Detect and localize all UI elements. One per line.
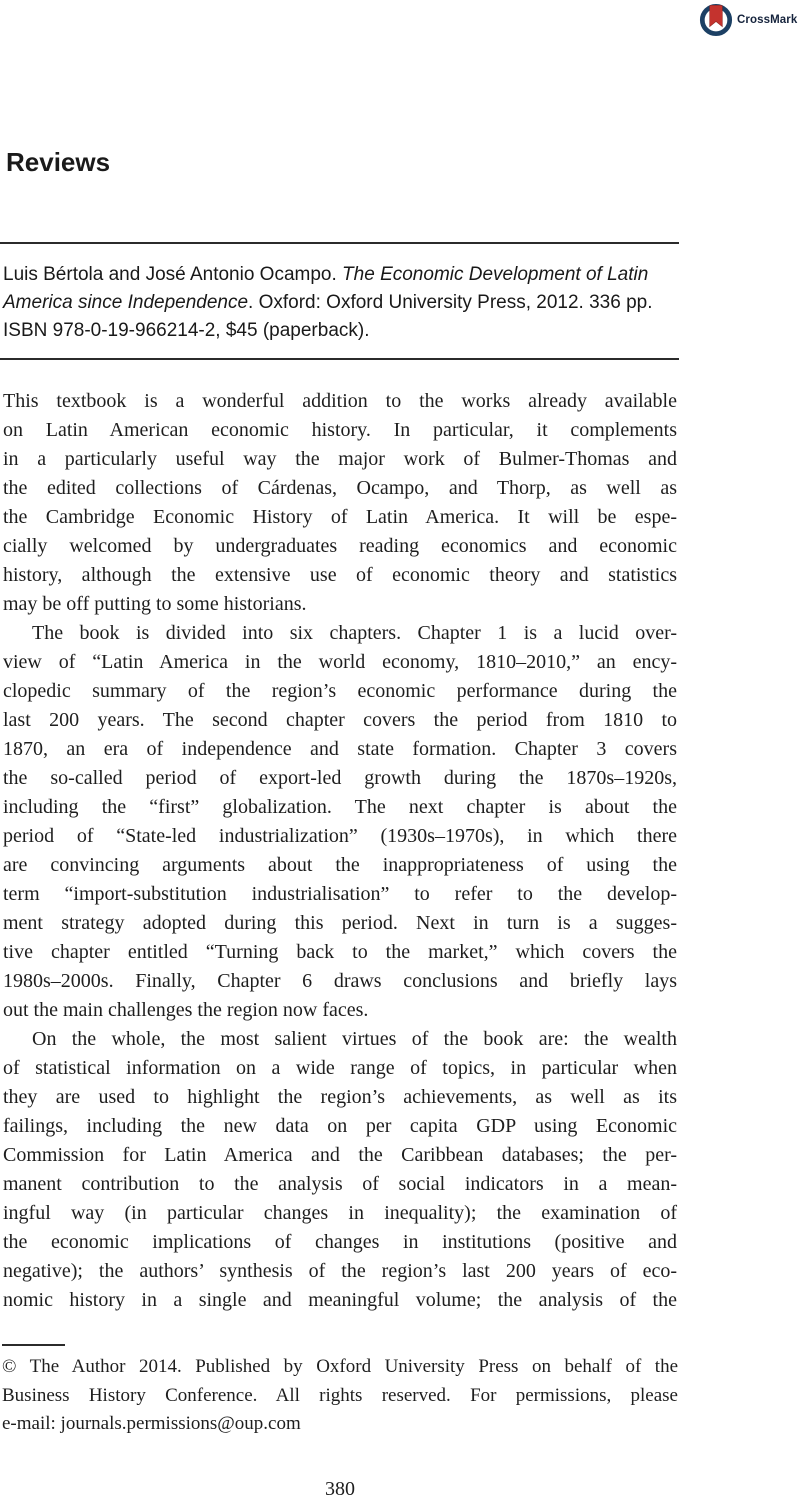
citation-block <box>0 242 679 360</box>
text-line: negative); the authors’ synthesis of the region’s last 200 years of eco- <box>3 1260 677 1282</box>
text-line: term “import-substitution industrialisation” to refer to the develop- <box>3 883 677 905</box>
text-line: This textbook is a wonderful addition to the works already available <box>3 390 677 412</box>
text-line: On the whole, the most salient virtues of the book are: the wealth <box>32 1028 677 1050</box>
crossmark-label: CrossMark <box>737 14 798 26</box>
text-line: including the “first” globalization. The next chapter is about the <box>3 796 677 818</box>
citation-title-italic: The Economic Development of Latin <box>342 264 649 285</box>
copyright-line: © The Author 2014. Published by Oxford University Press on behalf of the <box>2 1356 678 1377</box>
text-line: last 200 years. The second chapter covers the period from 1810 to <box>3 709 677 731</box>
text-line: clopedic summary of the region’s economic performance during the <box>3 680 677 702</box>
paragraph <box>3 387 677 619</box>
text-line: period of “State-led industrialization” (1930s–1970s), in which there <box>3 825 677 847</box>
citation-line <box>3 317 679 345</box>
paragraph <box>3 619 677 1025</box>
paragraph <box>3 1025 677 1315</box>
text-line: ment strategy adopted during this period. Next in turn is a sugges- <box>3 912 677 934</box>
copyright-footnote <box>2 1344 678 1439</box>
text-line: view of “Latin America in the world economy, 1810–2010,” an ency- <box>3 651 677 673</box>
citation-line <box>3 261 679 289</box>
text-line: in a particularly useful way the major work of Bulmer-Thomas and <box>3 448 677 470</box>
citation-bottom-rule <box>0 358 679 360</box>
text-line: Commission for Latin America and the Caribbean databases; the per- <box>3 1144 677 1166</box>
citation-text-segment: ISBN 978-0-19-966214-2, $45 (paperback). <box>3 320 370 341</box>
copyright-line: e-mail: journals.permissions@oup.com <box>2 1413 301 1434</box>
citation-line <box>3 289 679 317</box>
text-line: ingful way (in particular changes in inequality); the examination of <box>3 1202 677 1224</box>
citation-title-italic: America since Independence <box>3 292 249 313</box>
text-line: 1870, an era of independence and state formation. Chapter 3 covers <box>3 738 677 760</box>
text-line: they are used to highlight the region’s achievements, as well as its <box>3 1086 677 1108</box>
text-line: nomic history in a single and meaningful volume; the analysis of the <box>3 1289 677 1311</box>
copyright-text <box>2 1353 678 1439</box>
text-line: tive chapter entitled “Turning back to the market,” which covers the <box>3 941 677 963</box>
text-line: history, although the extensive use of economic theory and statistics <box>3 564 677 586</box>
text-line: the economic implications of changes in institutions (positive and <box>3 1231 677 1253</box>
page-number: 380 <box>325 1478 355 1500</box>
book-citation <box>0 244 679 358</box>
review-body <box>3 387 677 1315</box>
citation-text-segment: . Oxford: Oxford University Press, 2012. 336 pp. <box>248 292 653 313</box>
citation-text-segment: Luis Bértola and José Antonio Ocampo. <box>3 264 343 285</box>
text-line: failings, including the new data on per capita GDP using Economic <box>3 1115 677 1137</box>
text-line: the so-called period of export-led growth during the 1870s–1920s, <box>3 767 677 789</box>
text-line: are convincing arguments about the inappropriateness of using the <box>3 854 677 876</box>
text-line: The book is divided into six chapters. Chapter 1 is a lucid over- <box>32 622 677 644</box>
text-line: 1980s–2000s. Finally, Chapter 6 draws conclusions and briefly lays <box>3 970 677 992</box>
text-line: the Cambridge Economic History of Latin America. It will be espe- <box>3 506 677 528</box>
text-line: cially welcomed by undergraduates reading economics and economic <box>3 535 677 557</box>
text-line: the edited collections of Cárdenas, Ocampo, and Thorp, as well as <box>3 477 677 499</box>
footnote-rule <box>2 1344 65 1346</box>
text-line: may be off putting to some historians. <box>3 593 307 615</box>
text-line: out the main challenges the region now faces. <box>3 999 369 1021</box>
text-line: of statistical information on a wide range of topics, in particular when <box>3 1057 677 1079</box>
crossmark-badge[interactable] <box>699 3 797 37</box>
crossmark-logo-icon <box>699 3 733 37</box>
copyright-line: Business History Conference. All rights reserved. For permissions, please <box>2 1384 678 1406</box>
text-line: manent contribution to the analysis of social indicators in a mean- <box>3 1173 677 1195</box>
section-heading: Reviews <box>6 147 111 177</box>
text-line: on Latin American economic history. In particular, it complements <box>3 419 677 441</box>
